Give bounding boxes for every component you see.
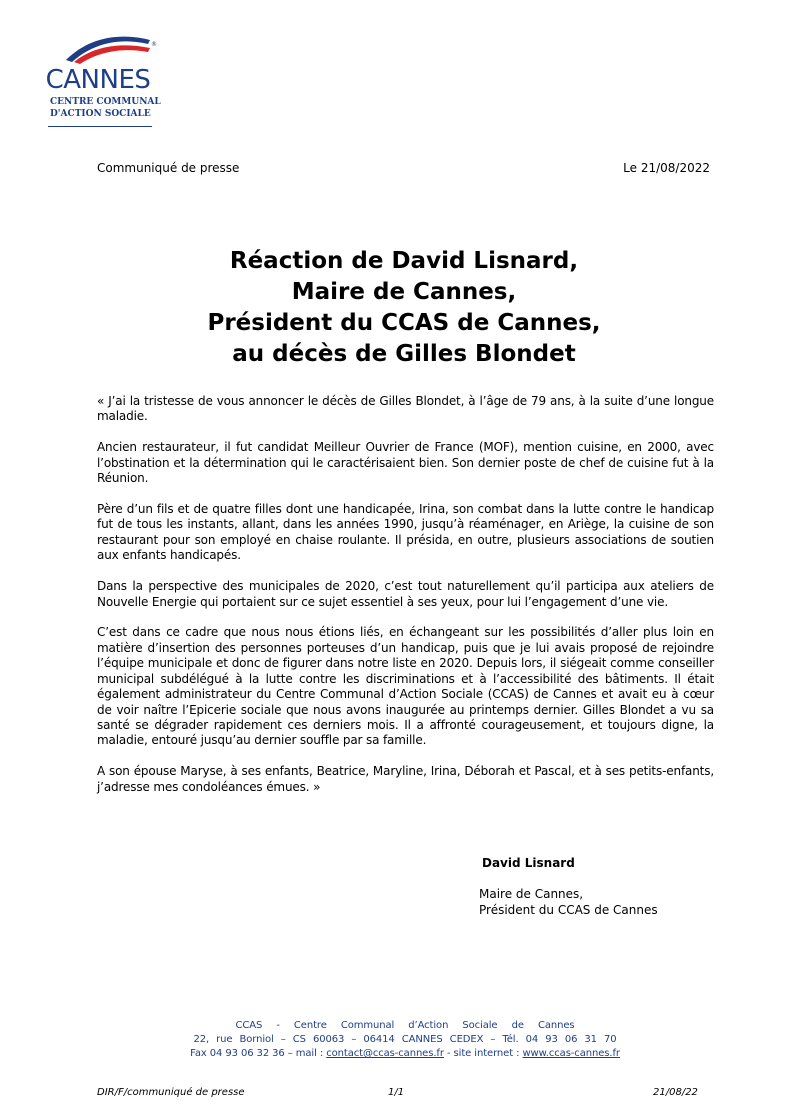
title-line-1: Réaction de David Lisnard,	[229, 248, 579, 274]
signature-name: David Lisnard	[482, 856, 575, 870]
paragraph-1: « J’ai la tristesse de vous annoncer le décès de Gilles Blondet, à l’âge de 79 ans, à la suite d’une longue maladie.	[97, 394, 714, 424]
title-line-2: Maire de Cannes,	[291, 279, 517, 305]
page-title	[97, 246, 711, 370]
footer-fax: Fax 04 93 06 32 36 – mail :	[190, 1048, 324, 1060]
document-date: Le 21/08/2022	[623, 161, 710, 175]
signature-role-line2: Président du CCAS de Cannes	[479, 903, 658, 917]
title-line-4: au décès de Gilles Blondet	[232, 341, 576, 367]
logo-rule	[48, 126, 152, 127]
footer-website-link[interactable]: www.ccas-cannes.fr	[522, 1048, 620, 1060]
paragraph-3: Père d’un fils et de quatre filles dont une handicapée, Irina, son combat dans la lutte contre le handicap fut de tous les instants, allant, dans les années 1990, jusqu’à réaménager, en Ariège, la cuisine de son restaurant pour son employé en chaise roulante. Il présida, en outre, plusieurs associations de soutien aux enfants handicapés.	[97, 502, 714, 563]
logo-subtitle-line2: D'ACTION SOCIALE	[50, 109, 151, 119]
logo-subtitle	[50, 96, 161, 120]
reference-doc: DIR/F/communiqué de presse	[97, 1087, 245, 1098]
reference-page: 1/1	[388, 1087, 405, 1098]
paragraph-4: Dans la perspective des municipales de 2020, c’est tout naturellement qu’il participa aux ateliers de Nouvelle Energie qui portaient sur ce sujet essentiel à ses yeux, pour lui l’engagement d’une vie.	[97, 579, 714, 609]
footer-address: 22, rue Borniol – CS 60063 – 06414 CANNES CEDEX – Tél. 04 93 06 31 70	[193, 1034, 617, 1046]
document-type: Communiqué de presse	[97, 161, 240, 175]
statement-body	[97, 394, 714, 811]
footer-site-label: - site internet :	[446, 1048, 520, 1060]
title-line-3: Président du CCAS de Cannes,	[207, 310, 601, 336]
footer-email-link[interactable]: contact@ccas-cannes.fr	[326, 1048, 444, 1060]
footer-contact	[180, 1019, 630, 1062]
footer-org-name: CCAS - Centre Communal d’Action Sociale de Cannes	[235, 1020, 575, 1031]
svg-text:®: ®	[151, 41, 157, 48]
signature-role-line1: Maire de Cannes,	[479, 887, 584, 901]
footer-contacts-line	[180, 1047, 630, 1061]
logo-subtitle-line1: CENTRE COMMUNAL	[50, 97, 161, 107]
signature-role	[479, 886, 658, 918]
logo-word: CANNES	[45, 65, 151, 95]
logo-swoosh-icon	[58, 32, 158, 66]
reference-date: 21/08/22	[653, 1087, 698, 1098]
paragraph-6: A son épouse Maryse, à ses enfants, Beatrice, Maryline, Irina, Déborah et Pascal, et à ses petits-enfants, j’adresse mes condoléances émues. »	[97, 764, 714, 794]
paragraph-5: C’est dans ce cadre que nous nous étions liés, en échangeant sur les possibilités d’aller plus loin en matière d’insertion des personnes porteuses d’un handicap, puis que je lui avais proposé de rejoindre l’équipe municipale et donc de figurer dans notre liste en 2020. Depuis lors, il siégeait comme conseiller municipal subdélégué à la lutte contre les discriminations et à l’accessibilité des bâtiments. Il était également administrateur du Centre Communal d’Action Sociale (CCAS) de Cannes et avait eu à cœur de voir naître l’Epicerie sociale que nous avons inaugurée au printemps dernier. Gilles Blondet a vu sa santé se dégrader rapidement ces derniers mois. Il a affronté courageusement, et toujours digne, la maladie, entouré jusqu’au dernier souffle par sa famille.	[97, 625, 714, 748]
paragraph-2: Ancien restaurateur, il fut candidat Meilleur Ouvrier de France (MOF), mention cuisine, en 2000, avec l’obstination et la détermination qui le caractérisaient bien. Son dernier poste de chef de cuisine fut à la Réunion.	[97, 440, 714, 486]
